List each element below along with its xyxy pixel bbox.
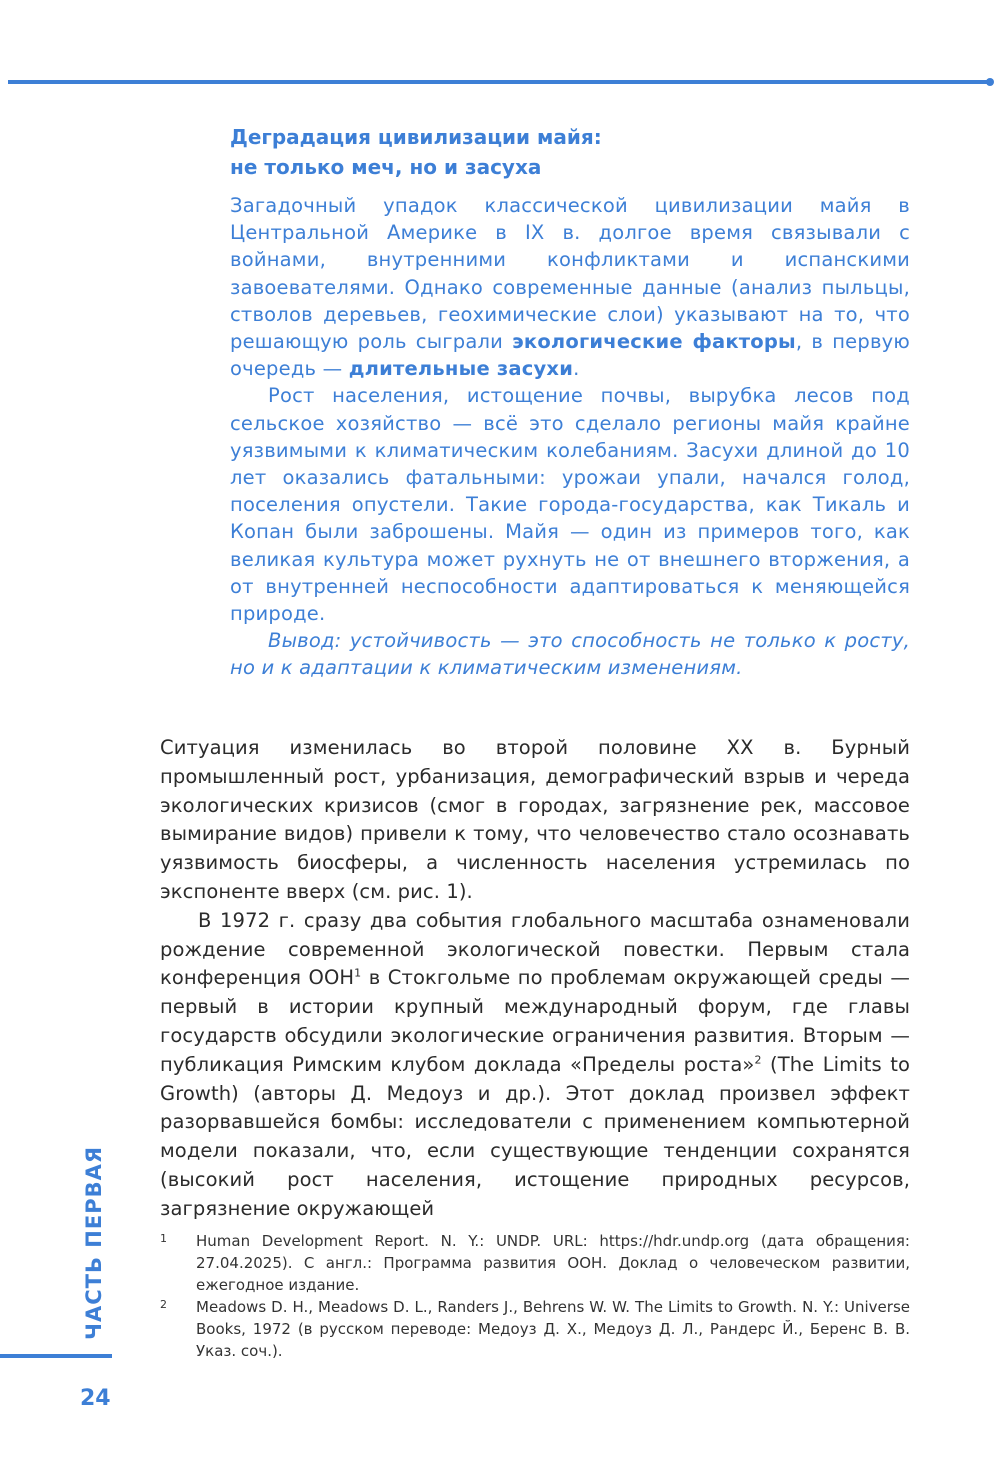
footnote-ref-1[interactable]: 1 xyxy=(354,966,362,980)
box-para1-text2: , в первую очередь — xyxy=(230,330,910,381)
footnote-2 xyxy=(160,1296,910,1362)
footnote-text: Human Development Report. N. Y.: UNDP. URL: https://hdr.undp.org (дата обращения: 27.04.2025). С англ.: Программа развития ООН. Доклад о человеческом развитии, ежегодное издание. xyxy=(196,1232,910,1294)
main-text xyxy=(160,734,910,1224)
top-rule xyxy=(8,80,992,84)
footnote-ref-2[interactable]: 2 xyxy=(754,1053,762,1067)
main-para2-part1: В 1972 г. сразу два события глобального масштаба ознаменовали рождение современной экологической повестки. Первым стала конференция ООН xyxy=(160,908,910,990)
footnote-1 xyxy=(160,1230,910,1296)
main-paragraph-2 xyxy=(160,907,910,1224)
margin-rule xyxy=(0,1354,112,1358)
footnote-number: 2 xyxy=(160,1298,167,1311)
page-number: 24 xyxy=(80,1386,111,1411)
box-title-line1: Деградация цивилизации майя: xyxy=(230,125,602,149)
top-rule-tip xyxy=(986,78,994,86)
box-conclusion: Вывод: устойчивость — это способность не только к росту, но и к адаптации к климатическим изменениям. xyxy=(230,629,910,680)
box-para1-text3: . xyxy=(573,357,580,381)
footnotes xyxy=(160,1230,910,1362)
main-para2-part2: в Стокгольме по проблемам окружающей среды — первый в истории крупный международный форум, где главы государств обсудили экологические ограничения развития. Вторым — публикация Римским клубом доклада «Пределы роста» xyxy=(160,966,910,1076)
box-title xyxy=(230,122,910,182)
main-paragraph-1: Ситуация изменилась во второй половине XX в. Бурный промышленный рост, урбанизация, демографический взрыв и череда экологических кризисов (смог в городах, загрязнение рек, массовое вымирание видов) привели к тому, что человечество стало осознавать уязвимость биосферы, а численность населения устремилась по экспоненте вверх (см. рис. 1). xyxy=(160,736,910,903)
part-label: ЧАСТЬ ПЕРВАЯ xyxy=(82,1145,106,1340)
box-para1-bold2: длительные засухи xyxy=(348,357,574,381)
sidebar-box xyxy=(230,122,910,682)
footnote-text: Meadows D. H., Meadows D. L., Randers J., Behrens W. W. The Limits to Growth. N. Y.: Universe Books, 1972 (в русском переводе: Медоуз Д. Х., Медоуз Д. Л., Рандерс Й., Беренс В. В. Указ. соч.). xyxy=(196,1298,910,1360)
main-para2-part3: (The Limits to Growth) (авторы Д. Медоуз и др.). Этот доклад произвел эффект разорвавшейся бомбы: исследователи с применением компьютерной модели показали, что, если существующие тенденции сохранятся (высокий рост населения, истощение природных ресурсов, загрязнение окружающей xyxy=(160,1052,910,1220)
box-paragraph-2: Рост населения, истощение почвы, вырубка лесов под сельское хозяйство — всё это сделало регионы майя крайне уязвимыми к климатическим колебаниям. Засухи длиной до 10 лет оказались фатальными: урожаи упали, начался голод, поселения опустели. Такие города-государства, как Тикаль и Копан были заброшены. Майя — один из примеров того, как великая культура может рухнуть не от внешнего вторжения, а от внутренней неспособности адаптироваться к меняющейся природе. xyxy=(230,384,910,626)
box-para1-bold1: экологические факторы xyxy=(512,330,796,354)
box-paragraph-1 xyxy=(230,192,910,382)
box-title-line2: не только меч, но и засуха xyxy=(230,155,542,179)
box-para1-text1: Загадочный упадок классической цивилизации майя в Центральной Америке в IX в. долгое время связывали с войнами, внутренними конфликтами и испанскими завоевателями. Однако современные данные (анализ пыльцы, стволов деревьев, геохимические слои) указывают на то, что решающую роль сыграли xyxy=(230,194,910,354)
footnote-number: 1 xyxy=(160,1232,167,1245)
